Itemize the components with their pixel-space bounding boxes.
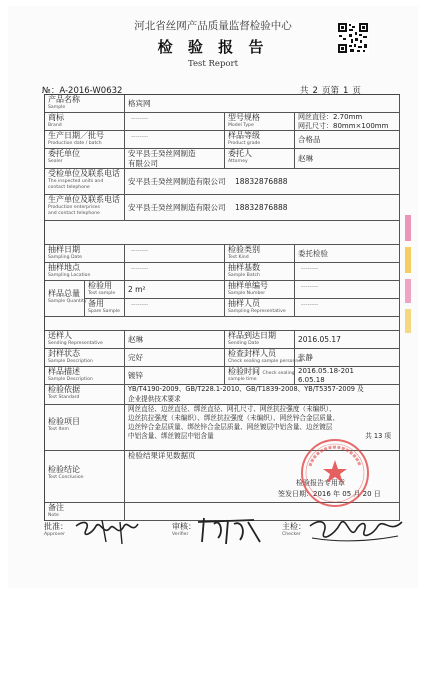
checker: 主检： Checker (282, 522, 306, 537)
blank-row (45, 317, 400, 331)
value-brand: -------- (125, 113, 225, 131)
value-sample-number: -------- (295, 281, 400, 299)
official-seal (298, 436, 372, 510)
value-sample-name: 格宾网 (125, 95, 400, 113)
blank-row (45, 221, 400, 245)
label-sending-rep: 送样人 Sending Representative (45, 331, 125, 349)
value-sampling-rep: -------- (295, 299, 400, 317)
label-sampling-loc: 抽样地点 Sampling Location (45, 263, 125, 281)
label-test-sample: 检验用 Test sample (85, 281, 125, 299)
value-spare-sample: -------- (125, 299, 225, 317)
verifier: 审核： Verifier (172, 522, 196, 537)
value-test-item: 网丝直径、边丝直径、绑丝直径、网孔尺寸、网丝抗拉强度（未编织）、 边丝抗拉强度（未编织）、绑丝抗拉强度（未编织）、网丝锌合金层质量、 边丝锌合金层质量、绑丝锌合金层质量、网丝镀层中铝含量、边丝镀层 中铝含量、绑丝镀层中铝含量 共 13 项 (125, 405, 400, 451)
label-test-type: 检验类别 Test Kind (225, 245, 295, 263)
value-standard: YB/T4190-2009、GB/T228.1-2010、GB/T1839-2008、YB/T5357-2009 及 企业提供技术要求 (125, 385, 400, 405)
value-sample-batch: -------- (295, 263, 400, 281)
org-name: 河北省丝网产品质量监督检验中心 (134, 20, 292, 32)
label-standard: 检验依据 Test Standard (45, 385, 125, 405)
label-seal-checker: 检查封样人员 Check sealing sample personnel (225, 349, 295, 367)
report-title: 检 验 报 告 (157, 38, 269, 56)
value-sending-date: 2016.05.17 (295, 331, 400, 349)
issue-date: 签发日期：2016 年 05 月 20 日 (278, 490, 381, 498)
report-page (8, 6, 418, 588)
qr-code-icon (337, 22, 369, 54)
label-inspected-unit: 受检单位及联系电话 The inspected units and contact telephone (45, 169, 125, 195)
value-sending-rep: 赵琳 (125, 331, 225, 349)
report-number: №：A-2016-W0632 (42, 86, 123, 96)
label-sending-date: 样品到达日期 Sending Date (225, 331, 295, 349)
value-sample-desc: 镀锌 (125, 367, 225, 385)
value-attorney: 赵琳 (295, 149, 400, 169)
approver-signature (72, 516, 142, 546)
value-test-sample: 2 m² (125, 281, 225, 299)
label-sampling-date: 抽样日期 Sampling Date (45, 245, 125, 263)
stamp-caption: 检验报告专用章 (296, 479, 345, 487)
label-check-time: 检验时间 Check sealing sample time (225, 367, 295, 385)
label-producer: 生产单位及联系电话 Production enterprises and contact telephone (45, 195, 125, 221)
label-prod-date: 生产日期／批号 Production date / batch (45, 131, 125, 149)
value-producer: 安平县壬癸丝网制造有限公司 18832876888 (125, 195, 400, 221)
label-model: 型号规格 Model Type (225, 113, 295, 131)
checker-signature (306, 512, 406, 546)
value-client: 安平县壬癸丝网制造 有限公司 (125, 149, 225, 169)
report-title-en: Test Report (188, 59, 238, 69)
value-inspected-unit: 安平县壬癸丝网制造有限公司 18832876888 (125, 169, 400, 195)
value-test-type: 委托检验 (295, 245, 400, 263)
value-check-time: 2016.05.18-201 6.05.18 (295, 367, 400, 385)
label-sample-qty: 样品总量 Sample Quantity (45, 281, 85, 317)
value-sampling-loc: -------- (125, 263, 225, 281)
label-sample-batch: 抽样基数 Sample Batch (225, 263, 295, 281)
label-spare-sample: 备用 Spare Sample (85, 299, 125, 317)
label-note: 备注 Note (45, 503, 125, 521)
label-sample-desc: 样品描述 Sample Description (45, 367, 125, 385)
verifier-signature (194, 514, 264, 546)
value-seal-status: 完好 (125, 349, 225, 367)
value-conclusion: 检验结果详见数据页 检验报告专用章 签发日期：2016 年 05 月 20 日 (125, 451, 400, 503)
label-sample-name: 产品名称 Sample (45, 95, 125, 113)
approver: 批准： Approver (44, 522, 68, 537)
label-seal-status: 封样状态 Sample Description (45, 349, 125, 367)
page-edge-tabs (401, 215, 413, 335)
label-grade: 样品等级 Product grade (225, 131, 295, 149)
label-client: 委托单位 Sealer (45, 149, 125, 169)
value-model: 网丝直径：2.70mm 网孔尺寸：80mm×100mm (295, 113, 400, 131)
label-test-item: 检验项目 Test Item (45, 405, 125, 451)
label-conclusion: 检验结论 Test Conclusion (45, 451, 125, 503)
value-grade: 合格品 (295, 131, 400, 149)
value-seal-checker: 张静 (295, 349, 400, 367)
signature-row (44, 522, 400, 546)
label-brand: 商标 Brand (45, 113, 125, 131)
label-sampling-rep: 抽样人员 Sampling Representative (225, 299, 295, 317)
value-prod-date: -------- (125, 131, 225, 149)
value-sampling-date: -------- (125, 245, 225, 263)
label-attorney: 委托人 Attorney (225, 149, 295, 169)
page-counter: 共 2 页第 1 页 (300, 86, 361, 96)
label-sample-number: 抽样单编号 Sample Number (225, 281, 295, 299)
